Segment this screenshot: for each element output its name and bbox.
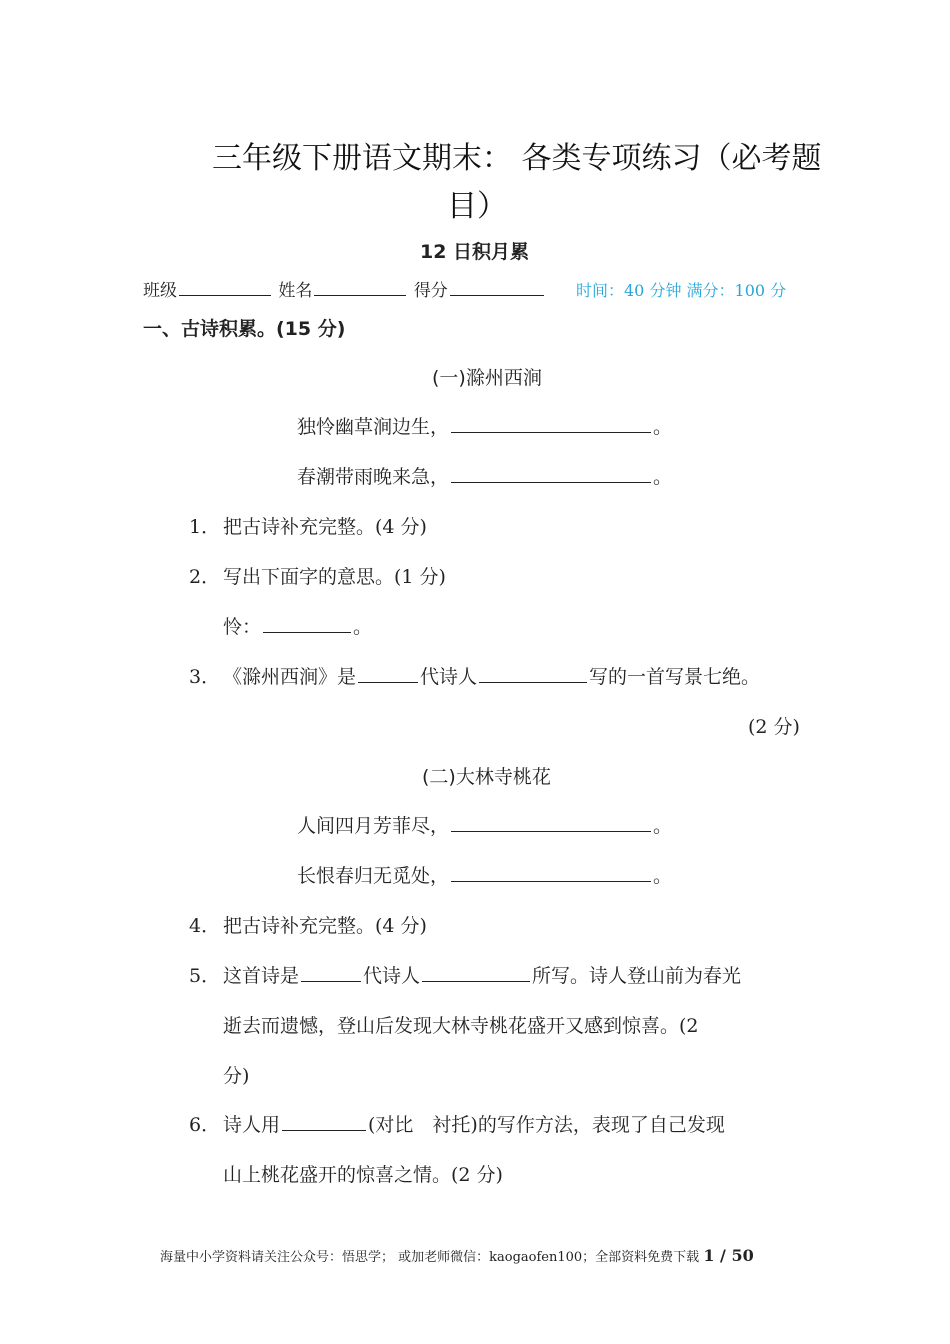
question-5-line-2: 逝去而遗憾，登山后发现大林寺桃花盛开又感到惊喜。(2 xyxy=(223,1015,699,1037)
class-blank[interactable] xyxy=(179,277,271,296)
footer xyxy=(160,1246,754,1265)
question-2-answer xyxy=(223,612,372,639)
footer-text: 海量中小学资料请关注公众号：悟思学； 或加老师微信：kaogaofen100；全部资料免费下载 xyxy=(160,1250,700,1265)
poem-2-blank-1[interactable] xyxy=(451,813,651,832)
period: 。 xyxy=(653,865,673,887)
question-4 xyxy=(189,911,427,938)
score-label: 得分 xyxy=(413,281,448,301)
question-text: 这首诗是 xyxy=(223,965,300,987)
question-1 xyxy=(189,512,427,539)
method-blank[interactable] xyxy=(282,1112,366,1131)
question-5 xyxy=(189,961,741,988)
poem-1-blank-2[interactable] xyxy=(451,464,651,483)
period: 。 xyxy=(653,416,673,438)
poem-1-title: (一)滁州西涧 xyxy=(432,367,542,389)
section-1-heading: 一、古诗积累。(15 分) xyxy=(143,318,346,340)
name-label: 姓名 xyxy=(278,281,313,301)
question-text: 诗人用 xyxy=(223,1114,281,1136)
question-6-line-2: 山上桃花盛开的惊喜之情。(2 分) xyxy=(223,1164,503,1186)
question-6 xyxy=(189,1110,725,1137)
question-number: 4． xyxy=(189,915,221,937)
lian-label: 怜： xyxy=(223,616,262,638)
question-text: (对比 衬托)的写作方法，表现了自己发现 xyxy=(368,1114,725,1136)
poem-2-line-1-text: 人间四月芳菲尽， xyxy=(297,815,450,837)
dynasty-blank[interactable] xyxy=(301,963,361,982)
question-number: 1． xyxy=(189,516,221,538)
page-number: 1 xyxy=(703,1246,715,1265)
question-3-score: (2 分) xyxy=(748,716,800,738)
question-number: 2． xyxy=(189,566,221,588)
question-3 xyxy=(189,662,760,689)
question-text: 把古诗补充完整。(4 分) xyxy=(223,915,427,937)
poem-2-line-2-text: 长恨春归无觅处， xyxy=(297,865,450,887)
poem-2-title: (二)大林寺桃花 xyxy=(422,766,551,788)
poem-1-line-1-text: 独怜幽草涧边生， xyxy=(297,416,450,438)
poem-2-line-1 xyxy=(297,811,672,838)
question-text: 代诗人 xyxy=(363,965,421,987)
question-text: 代诗人 xyxy=(420,666,478,688)
question-text: 写的一首写景七绝。 xyxy=(589,666,761,688)
period: 。 xyxy=(653,815,673,837)
question-number: 5． xyxy=(189,965,221,987)
page-title-line2: 目） xyxy=(447,189,507,224)
question-text: 所写。诗人登山前为春光 xyxy=(532,965,742,987)
poem-1-line-2 xyxy=(297,462,672,489)
period: 。 xyxy=(353,616,373,638)
question-2 xyxy=(189,562,446,589)
poet-blank[interactable] xyxy=(422,963,530,982)
poem-2-line-2 xyxy=(297,861,672,888)
question-text: 把古诗补充完整。(4 分) xyxy=(223,516,427,538)
lian-blank[interactable] xyxy=(263,614,351,633)
question-number: 6． xyxy=(189,1114,221,1136)
score-blank[interactable] xyxy=(450,277,544,296)
page-subtitle: 12 日积月累 xyxy=(420,241,530,263)
poem-2-blank-2[interactable] xyxy=(451,863,651,882)
question-text: 写出下面字的意思。(1 分) xyxy=(223,566,446,588)
question-text: 《滁州西涧》是 xyxy=(223,666,357,688)
meta-row xyxy=(143,276,546,301)
question-5-line-3: 分) xyxy=(223,1065,250,1087)
poet-blank[interactable] xyxy=(479,664,587,683)
poem-1-blank-1[interactable] xyxy=(451,414,651,433)
time-info: 时间：40 分钟 满分：100 分 xyxy=(576,281,787,300)
question-number: 3． xyxy=(189,666,221,688)
page-title-line1: 三年级下册语文期末： 各类专项练习（必考题 xyxy=(212,141,822,176)
class-label: 班级 xyxy=(143,281,177,301)
period: 。 xyxy=(653,466,673,488)
page-total: / 50 xyxy=(714,1246,754,1265)
poem-1-line-1 xyxy=(297,412,672,439)
poem-1-line-2-text: 春潮带雨晚来急， xyxy=(297,466,450,488)
name-blank[interactable] xyxy=(314,277,406,296)
dynasty-blank[interactable] xyxy=(358,664,418,683)
